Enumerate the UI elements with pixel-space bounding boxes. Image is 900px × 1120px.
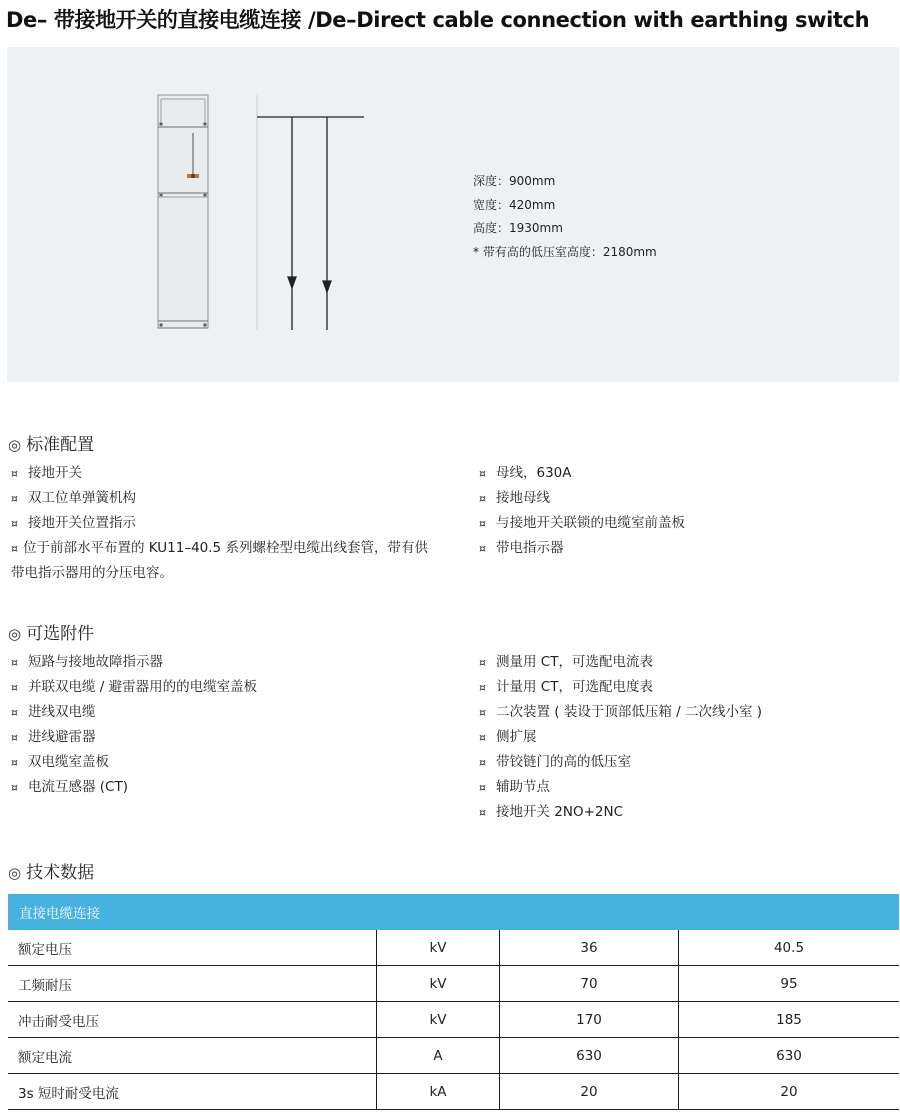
param-cell: 冲击耐受电压 [8,1002,377,1038]
table-row [8,1074,899,1110]
optional-accessories-heading: ◎ 可选附件 [8,624,95,644]
bullet-icon: ¤ [479,756,486,769]
cabinet-front-view [158,95,208,328]
value-cell: 40.5 [679,930,900,966]
bullet-icon: ¤ [479,731,486,744]
circle-bullet-icon: ◎ [8,864,22,882]
bullet-icon: ¤ [479,542,486,555]
list-item: ¤ 双工位单弹簧机构 [11,486,441,511]
value-cell: 630 [500,1038,679,1074]
list-item: ¤ 辅助节点 [479,775,889,800]
list-item: ¤ 电流互感器 (CT) [11,775,441,800]
bullet-icon: ¤ [11,492,18,505]
list-item: ¤ 接地开关 2NO+2NC [479,800,889,825]
param-cell: 工频耐压 [8,966,377,1002]
list-item: ¤ 二次装置 ( 装设于顶部低压箱 / 二次线小室 ) [479,700,889,725]
bullet-icon: ¤ [11,781,18,794]
page-title: De– 带接地开关的直接电缆连接 /De–Direct cable connection with earthing switch [6,8,870,32]
bullet-icon: ¤ [11,706,18,719]
param-cell: 额定电压 [8,930,377,966]
optional-left-list [11,650,441,800]
optional-right-list [479,650,889,825]
bullet-icon: ¤ [11,656,18,669]
dimensions-list [473,170,657,264]
table-header: 直接电缆连接 [8,894,899,930]
bullet-icon: ¤ [11,681,18,694]
bullet-icon: ¤ [479,467,486,480]
value-cell: 20 [679,1074,900,1110]
technical-data-table [8,894,899,1110]
table-row [8,1002,899,1038]
list-item: ¤ 进线双电缆 [11,700,441,725]
list-item: ¤ 与接地开关联锁的电缆室前盖板 [479,511,889,536]
param-cell: 3s 短时耐受电流 [8,1074,377,1110]
bullet-icon: ¤ [479,706,486,719]
standard-left-list [11,461,441,586]
dimension-depth: 深度：900mm [473,174,556,188]
bullet-icon: ¤ [479,656,486,669]
bullet-icon: ¤ [479,517,486,530]
unit-cell: A [377,1038,500,1074]
table-row [8,930,899,966]
list-item: ¤ 侧扩展 [479,725,889,750]
switch-handle-icon [187,174,199,178]
list-item: ¤ 测量用 CT，可选配电流表 [479,650,889,675]
unit-cell: kV [377,930,500,966]
bullet-icon: ¤ [479,806,486,819]
unit-cell: kV [377,1002,500,1038]
dimension-lv-height: * 带有高的低压室高度：2180mm [473,244,657,259]
switchgear-drawing [7,47,899,382]
list-item: ¤ 接地母线 [479,486,889,511]
circle-bullet-icon: ◎ [8,625,22,643]
value-cell: 170 [500,1002,679,1038]
list-item: ¤ 双电缆室盖板 [11,750,441,775]
table-row [8,1038,899,1074]
bullet-icon: ¤ [479,681,486,694]
circle-bullet-icon: ◎ [8,436,22,454]
list-item: ¤ 带铰链门的高的低压室 [479,750,889,775]
bullet-icon: ¤ [11,517,18,530]
unit-cell: kA [377,1074,500,1110]
figure-panel [7,47,899,382]
bullet-icon: ¤ [11,467,18,480]
value-cell: 185 [679,1002,900,1038]
unit-cell: kV [377,966,500,1002]
list-item: ¤ 带电指示器 [479,536,889,561]
bullet-icon: ¤ [11,756,18,769]
bullet-icon: ¤ [479,492,486,505]
value-cell: 36 [500,930,679,966]
standard-right-list [479,461,889,561]
value-cell: 20 [500,1074,679,1110]
list-item: ¤ 母线，630A [479,461,889,486]
dimension-height: 高度：1930mm [473,221,563,235]
list-item: ¤ 进线避雷器 [11,725,441,750]
list-item: ¤ 短路与接地故障指示器 [11,650,441,675]
bullet-icon: ¤ [11,542,18,555]
bullet-icon: ¤ [479,781,486,794]
list-item: ¤ 并联双电缆 / 避雷器用的的电缆室盖板 [11,675,441,700]
standard-config-heading: ◎ 标准配置 [8,435,95,455]
list-item: ¤ 位于前部水平布置的 KU11–40.5 系列螺栓型电缆出线套管，带有供带电指示器用的分压电容。 [11,540,428,581]
value-cell: 70 [500,966,679,1002]
technical-data-heading: ◎ 技术数据 [8,863,95,883]
single-line-diagram [257,95,364,330]
list-item: ¤ 接地开关位置指示 [11,511,441,536]
param-cell: 额定电流 [8,1038,377,1074]
value-cell: 95 [679,966,900,1002]
value-cell: 630 [679,1038,900,1074]
list-item: ¤ 计量用 CT，可选配电度表 [479,675,889,700]
list-item: ¤ 接地开关 [11,461,441,486]
dimension-width: 宽度：420mm [473,197,556,212]
bullet-icon: ¤ [11,731,18,744]
table-row [8,966,899,1002]
